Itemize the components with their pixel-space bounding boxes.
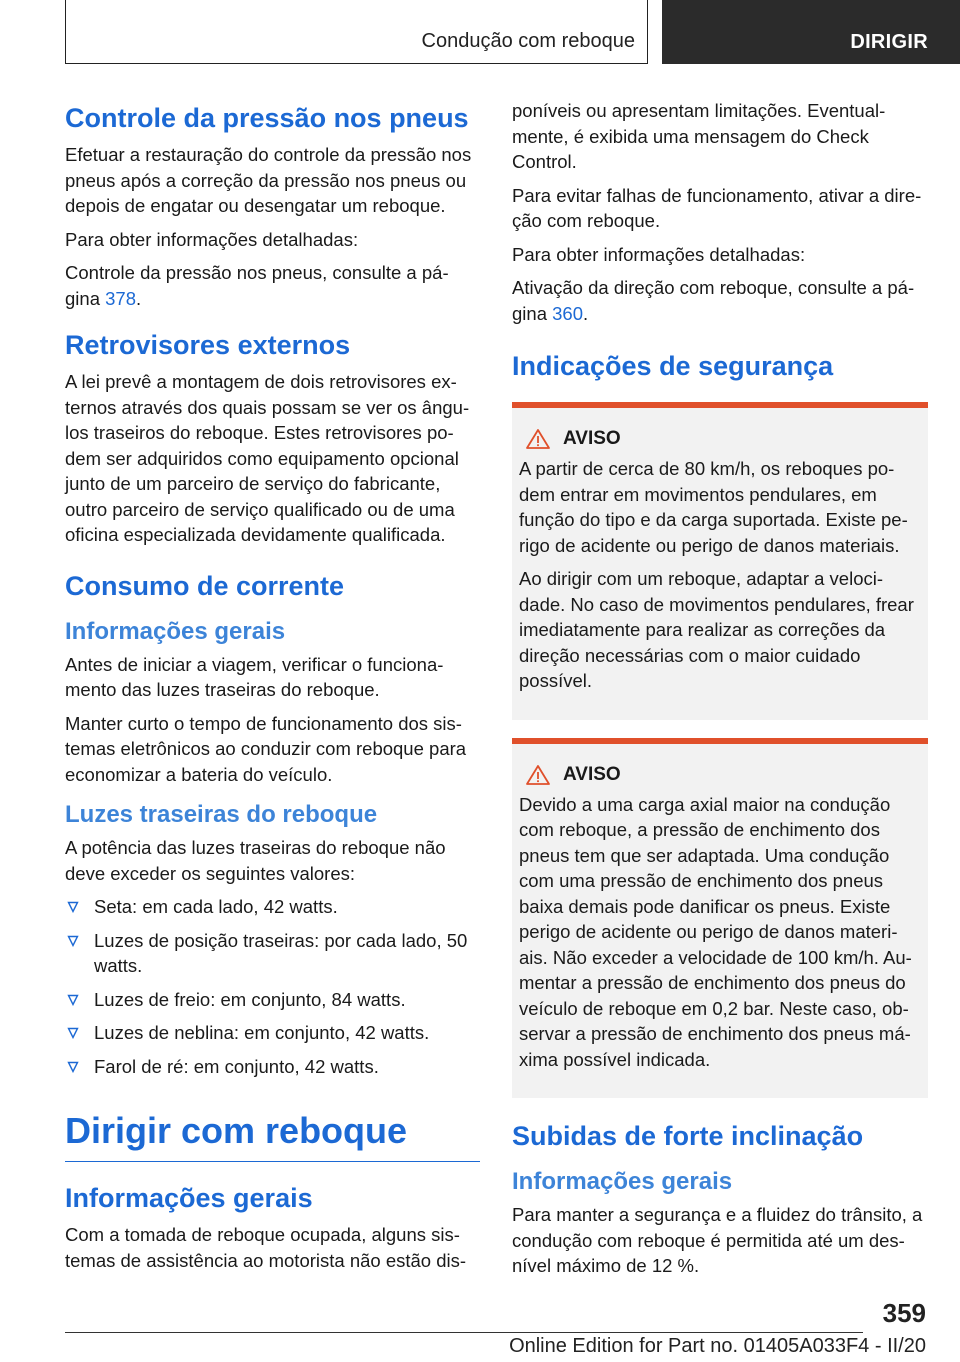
heading-slopes: Subidas de forte inclinação (512, 1121, 864, 1151)
list-item: Seta: em cada lado, 42 watts. (65, 894, 480, 920)
page-link[interactable]: 360 (552, 302, 583, 324)
bullet-triangle-icon (67, 1061, 79, 1073)
left-column (65, 98, 480, 1281)
paragraph: Devido a uma carga axial maior na condução com reboque, a pressão de enchimento dos pneus tem que ser adaptada. Uma condução com uma pressão de enchimento dos pneus baixa demais pode danificar os pneus. Existe perigo de acidente ou perigo de danos materi-ais. Não exceder a velocidade de 100 km/h. Au-mentar a pressão de enchimento dos pneus do veículo de reboque em 0,2 bar. Neste caso, ob-servar a pressão de enchimento dos pneus má-xima possível indicada. (519, 793, 912, 1070)
bullet-triangle-icon (67, 994, 79, 1006)
list-item: Luzes de posição traseiras: por cada lado, 50 watts. (65, 928, 480, 979)
section-tab-label: DIRIGIR (850, 31, 928, 53)
paragraph: Para manter a segurança e a fluidez do trânsito, a condução com reboque é permitida até um des-nível máximo de 12 %. (512, 1204, 923, 1276)
paragraph: Ao dirigir com um reboque, adaptar a veloci-dade. No caso de movimentos pendulares, frear imediatamente para realizar as correções da direção necessárias com o maior cuidado possível. (519, 568, 914, 691)
warning-header (525, 764, 921, 786)
heading-general-info: Informações gerais (65, 1183, 313, 1213)
paragraph: Efetuar a restauração do controle da pressão nos pneus após a correção da pressão nos pneus ou depois de engatar ou desengatar um reboque. (65, 144, 472, 216)
subheading-taillights: Luzes traseiras do reboque (65, 801, 378, 828)
header-frame (65, 0, 648, 64)
heading-mirrors: Retrovisores externos (65, 330, 351, 360)
section-tab (662, 0, 960, 64)
paragraph: Antes de iniciar a viagem, verificar o funciona-mento das luzes traseiras do reboque. (65, 653, 444, 700)
paragraph: A lei prevê a montagem de dois retrovisores ex-ternos através dos quais possam se ver os ângu-los traseiros do reboque. Estes retrovisores po-dem ser adquiridos como equipamento opcional junto de um parceiro de serviço do fabricante, outro parceiro de serviço qualificado ou de uma oficina especializada devidamente qualificada. (65, 371, 470, 545)
footer-divider (65, 1332, 863, 1333)
bullet-triangle-icon (67, 935, 79, 947)
paragraph: Controle da pressão nos pneus, consulte a pá-gina 378. (65, 262, 449, 309)
header-title: Condução com reboque (421, 30, 635, 52)
paragraph: Com a tomada de reboque ocupada, alguns sis-temas de assistência ao motorista não estão dis- (65, 1224, 467, 1271)
warning-box (512, 402, 928, 720)
paragraph: Manter curto o tempo de funcionamento dos sis-temas eletrônicos ao conduzir com reboque para economizar a bateria do veículo. (65, 712, 467, 785)
warning-header (525, 428, 921, 450)
bullet-triangle-icon (67, 901, 79, 913)
paragraph: Para evitar falhas de funcionamento, ativar a dire-ção com reboque. (512, 184, 922, 231)
chapter-heading-driving: Dirigir com reboque (65, 1107, 480, 1162)
warning-label: AVISO (563, 763, 621, 785)
paragraph: Ativação da direção com reboque, consulte a pá-gina 360. (512, 277, 915, 324)
list-item: Luzes de neblina: em conjunto, 42 watts. (65, 1020, 480, 1046)
warning-triangle-icon (525, 428, 551, 450)
page-link[interactable]: 378 (105, 287, 136, 309)
paragraph: A potência das luzes traseiras do reboque não deve exceder os seguintes valores: (65, 837, 446, 884)
heading-tire-pressure: Controle da pressão nos pneus (65, 103, 469, 133)
paragraph: A partir de cerca de 80 km/h, os reboques po-dem entrar em movimentos pendulares, em função do tipo e da carga suportada. Existe pe-rigo de acidente ou perigo de danos materiais. (519, 458, 908, 556)
list-item: Farol de ré: em conjunto, 42 watts. (65, 1054, 480, 1080)
paragraph: Para obter informações detalhadas: (512, 243, 806, 265)
heading-safety: Indicações de segurança (512, 351, 834, 381)
right-column (512, 98, 928, 1287)
paragraph: poníveis ou apresentam limitações. Eventual-mente, é exibida uma mensagem do Check Control. (512, 100, 886, 172)
subheading-general: Informações gerais (65, 617, 286, 645)
page-number: 359 (882, 1298, 926, 1328)
bullet-list (65, 894, 480, 1079)
edition-note: Online Edition for Part no. 01405A033F4 - II/20 (509, 1335, 926, 1357)
heading-power: Consumo de corrente (65, 570, 345, 601)
bullet-triangle-icon (67, 1027, 79, 1039)
list-item: Luzes de freio: em conjunto, 84 watts. (65, 987, 480, 1013)
warning-triangle-icon (525, 764, 551, 786)
warning-label: AVISO (563, 428, 621, 449)
subheading-general: Informações gerais (512, 1168, 733, 1195)
warning-box (512, 738, 928, 1099)
paragraph: Para obter informações detalhadas: (65, 228, 359, 250)
